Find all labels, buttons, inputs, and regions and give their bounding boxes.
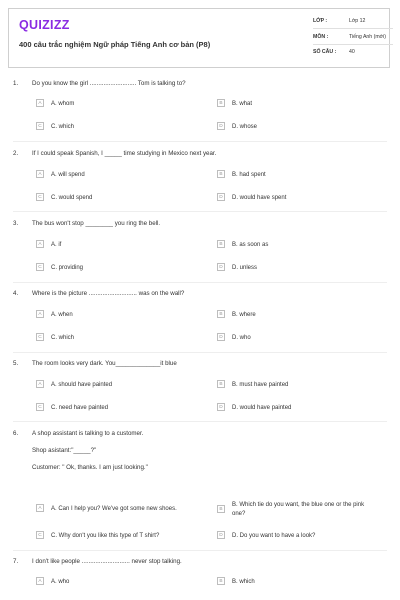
meta-value-grade: Lớp 12 (349, 18, 366, 24)
question-text: Do you know the girl ........................... Tom is talking to? (32, 80, 186, 87)
option-text: C. would spend (51, 195, 93, 201)
question-divider (13, 421, 387, 422)
meta-label-count: SỐ CÂU : (313, 49, 337, 55)
question-divider (13, 550, 387, 551)
option-checkbox[interactable]: B (217, 99, 225, 107)
option-checkbox[interactable]: B (217, 240, 225, 248)
option-text: B. must have painted (232, 382, 289, 388)
option-b[interactable] (217, 502, 367, 518)
option-c[interactable] (36, 334, 74, 342)
option-c[interactable] (36, 194, 92, 202)
question-text: The bus won't stop ________ you ring the bell. (32, 220, 161, 227)
option-d[interactable] (217, 264, 257, 272)
option-text: B. as soon as (232, 242, 269, 248)
option-c[interactable] (36, 532, 159, 540)
option-text: A. if (51, 242, 62, 248)
option-text: C. providing (51, 265, 84, 271)
option-checkbox[interactable]: A (36, 240, 44, 248)
option-b[interactable] (217, 241, 268, 249)
option-d[interactable] (217, 194, 286, 202)
option-d[interactable] (217, 404, 291, 412)
option-a[interactable] (36, 171, 85, 179)
quizizz-logo: QUIZIZZ (19, 18, 70, 32)
option-text: A. will spend (51, 172, 85, 178)
meta-label-subject: MÔN : (313, 34, 329, 40)
option-checkbox[interactable]: D (217, 333, 225, 341)
option-text: B. where (232, 312, 256, 318)
option-checkbox[interactable]: B (217, 577, 225, 585)
option-text: C. which (51, 124, 75, 130)
option-checkbox[interactable]: A (36, 310, 44, 318)
option-a[interactable] (36, 381, 112, 389)
option-a[interactable] (36, 311, 73, 319)
question-text: Shop asistant:"_____?" (32, 447, 97, 454)
option-text: A. should have painted (51, 382, 113, 388)
worksheet-title: 400 câu trắc nghiệm Ngữ pháp Tiếng Anh cơ bản (P8) (19, 40, 211, 49)
option-text: D. who (232, 335, 251, 341)
option-d[interactable] (217, 123, 257, 131)
option-text: D. whose (232, 124, 258, 130)
option-c[interactable] (36, 264, 83, 272)
option-checkbox[interactable]: C (36, 531, 44, 539)
question-divider (13, 282, 387, 283)
meta-value-count: 40 (349, 49, 355, 55)
option-a[interactable] (36, 505, 177, 513)
option-text: C. need have painted (51, 405, 109, 411)
option-text: D. Do you want to have a look? (232, 533, 316, 539)
option-a[interactable] (36, 100, 74, 108)
option-checkbox[interactable]: A (36, 504, 44, 512)
option-b[interactable] (217, 100, 252, 108)
option-checkbox[interactable]: A (36, 380, 44, 388)
option-a[interactable] (36, 241, 61, 249)
option-a[interactable] (36, 578, 69, 586)
option-text: C. which (51, 335, 75, 341)
question-number: 4. (13, 290, 19, 297)
option-text: B. what (232, 101, 253, 107)
option-checkbox[interactable]: D (217, 263, 225, 271)
option-text: A. who (51, 579, 70, 585)
question-number: 2. (13, 150, 19, 157)
question-number: 3. (13, 220, 19, 227)
option-checkbox[interactable]: C (36, 333, 44, 341)
question-divider (13, 352, 387, 353)
option-checkbox[interactable]: B (217, 310, 225, 318)
option-b[interactable] (217, 171, 266, 179)
option-checkbox[interactable]: B (217, 505, 225, 513)
option-checkbox[interactable]: D (217, 403, 225, 411)
question-number: 7. (13, 558, 19, 565)
question-number: 1. (13, 80, 19, 87)
meta-value-subject: Tiếng Anh (mới) (349, 34, 386, 40)
option-text: B. which (232, 579, 255, 585)
option-checkbox[interactable]: A (36, 170, 44, 178)
option-checkbox[interactable]: C (36, 122, 44, 130)
option-checkbox[interactable]: C (36, 403, 44, 411)
question-text: Customer: " Ok, thanks. I am just looking." (32, 464, 148, 471)
option-checkbox[interactable]: D (217, 193, 225, 201)
option-checkbox[interactable]: B (217, 170, 225, 178)
option-c[interactable] (36, 404, 108, 412)
option-text: D. would have painted (232, 405, 292, 411)
question-text: I don't like people ............................ never stop talking. (32, 558, 182, 565)
option-text: A. whom (51, 101, 75, 107)
option-checkbox[interactable]: D (217, 122, 225, 130)
question-number: 6. (13, 430, 19, 437)
option-checkbox[interactable]: D (217, 531, 225, 539)
question-text: The room looks very dark. You_____________it blue (32, 360, 177, 367)
option-d[interactable] (217, 334, 251, 342)
option-c[interactable] (36, 123, 74, 131)
question-text: If I could speak Spanish, I _____ time studying in Mexico next year. (32, 150, 217, 157)
option-text: D. unless (232, 265, 258, 271)
option-b[interactable] (217, 578, 255, 586)
option-text: B. had spent (232, 172, 266, 178)
option-text: D. would have spent (232, 195, 287, 201)
question-text: Where is the picture ............................ was on the wall? (32, 290, 185, 297)
question-divider (13, 211, 387, 212)
option-text: C. Why don't you like this type of T shirt? (51, 533, 160, 539)
option-checkbox[interactable]: C (36, 193, 44, 201)
option-b[interactable] (217, 311, 256, 319)
question-number: 5. (13, 360, 19, 367)
option-text: A. when (51, 312, 73, 318)
option-checkbox[interactable]: B (217, 380, 225, 388)
option-text: B. Which tie do you want, the blue one or the pink one? (232, 502, 365, 517)
option-d[interactable] (217, 532, 315, 540)
option-text: A. Can I help you? We've got some new shoes. (51, 506, 177, 512)
question-divider (13, 141, 387, 142)
option-checkbox[interactable]: C (36, 263, 44, 271)
question-text: A shop assistant is talking to a customer. (32, 430, 144, 437)
meta-label-grade: LỚP : (313, 18, 328, 24)
option-checkbox[interactable]: A (36, 99, 44, 107)
option-checkbox[interactable]: A (36, 577, 44, 585)
option-b[interactable] (217, 381, 288, 389)
